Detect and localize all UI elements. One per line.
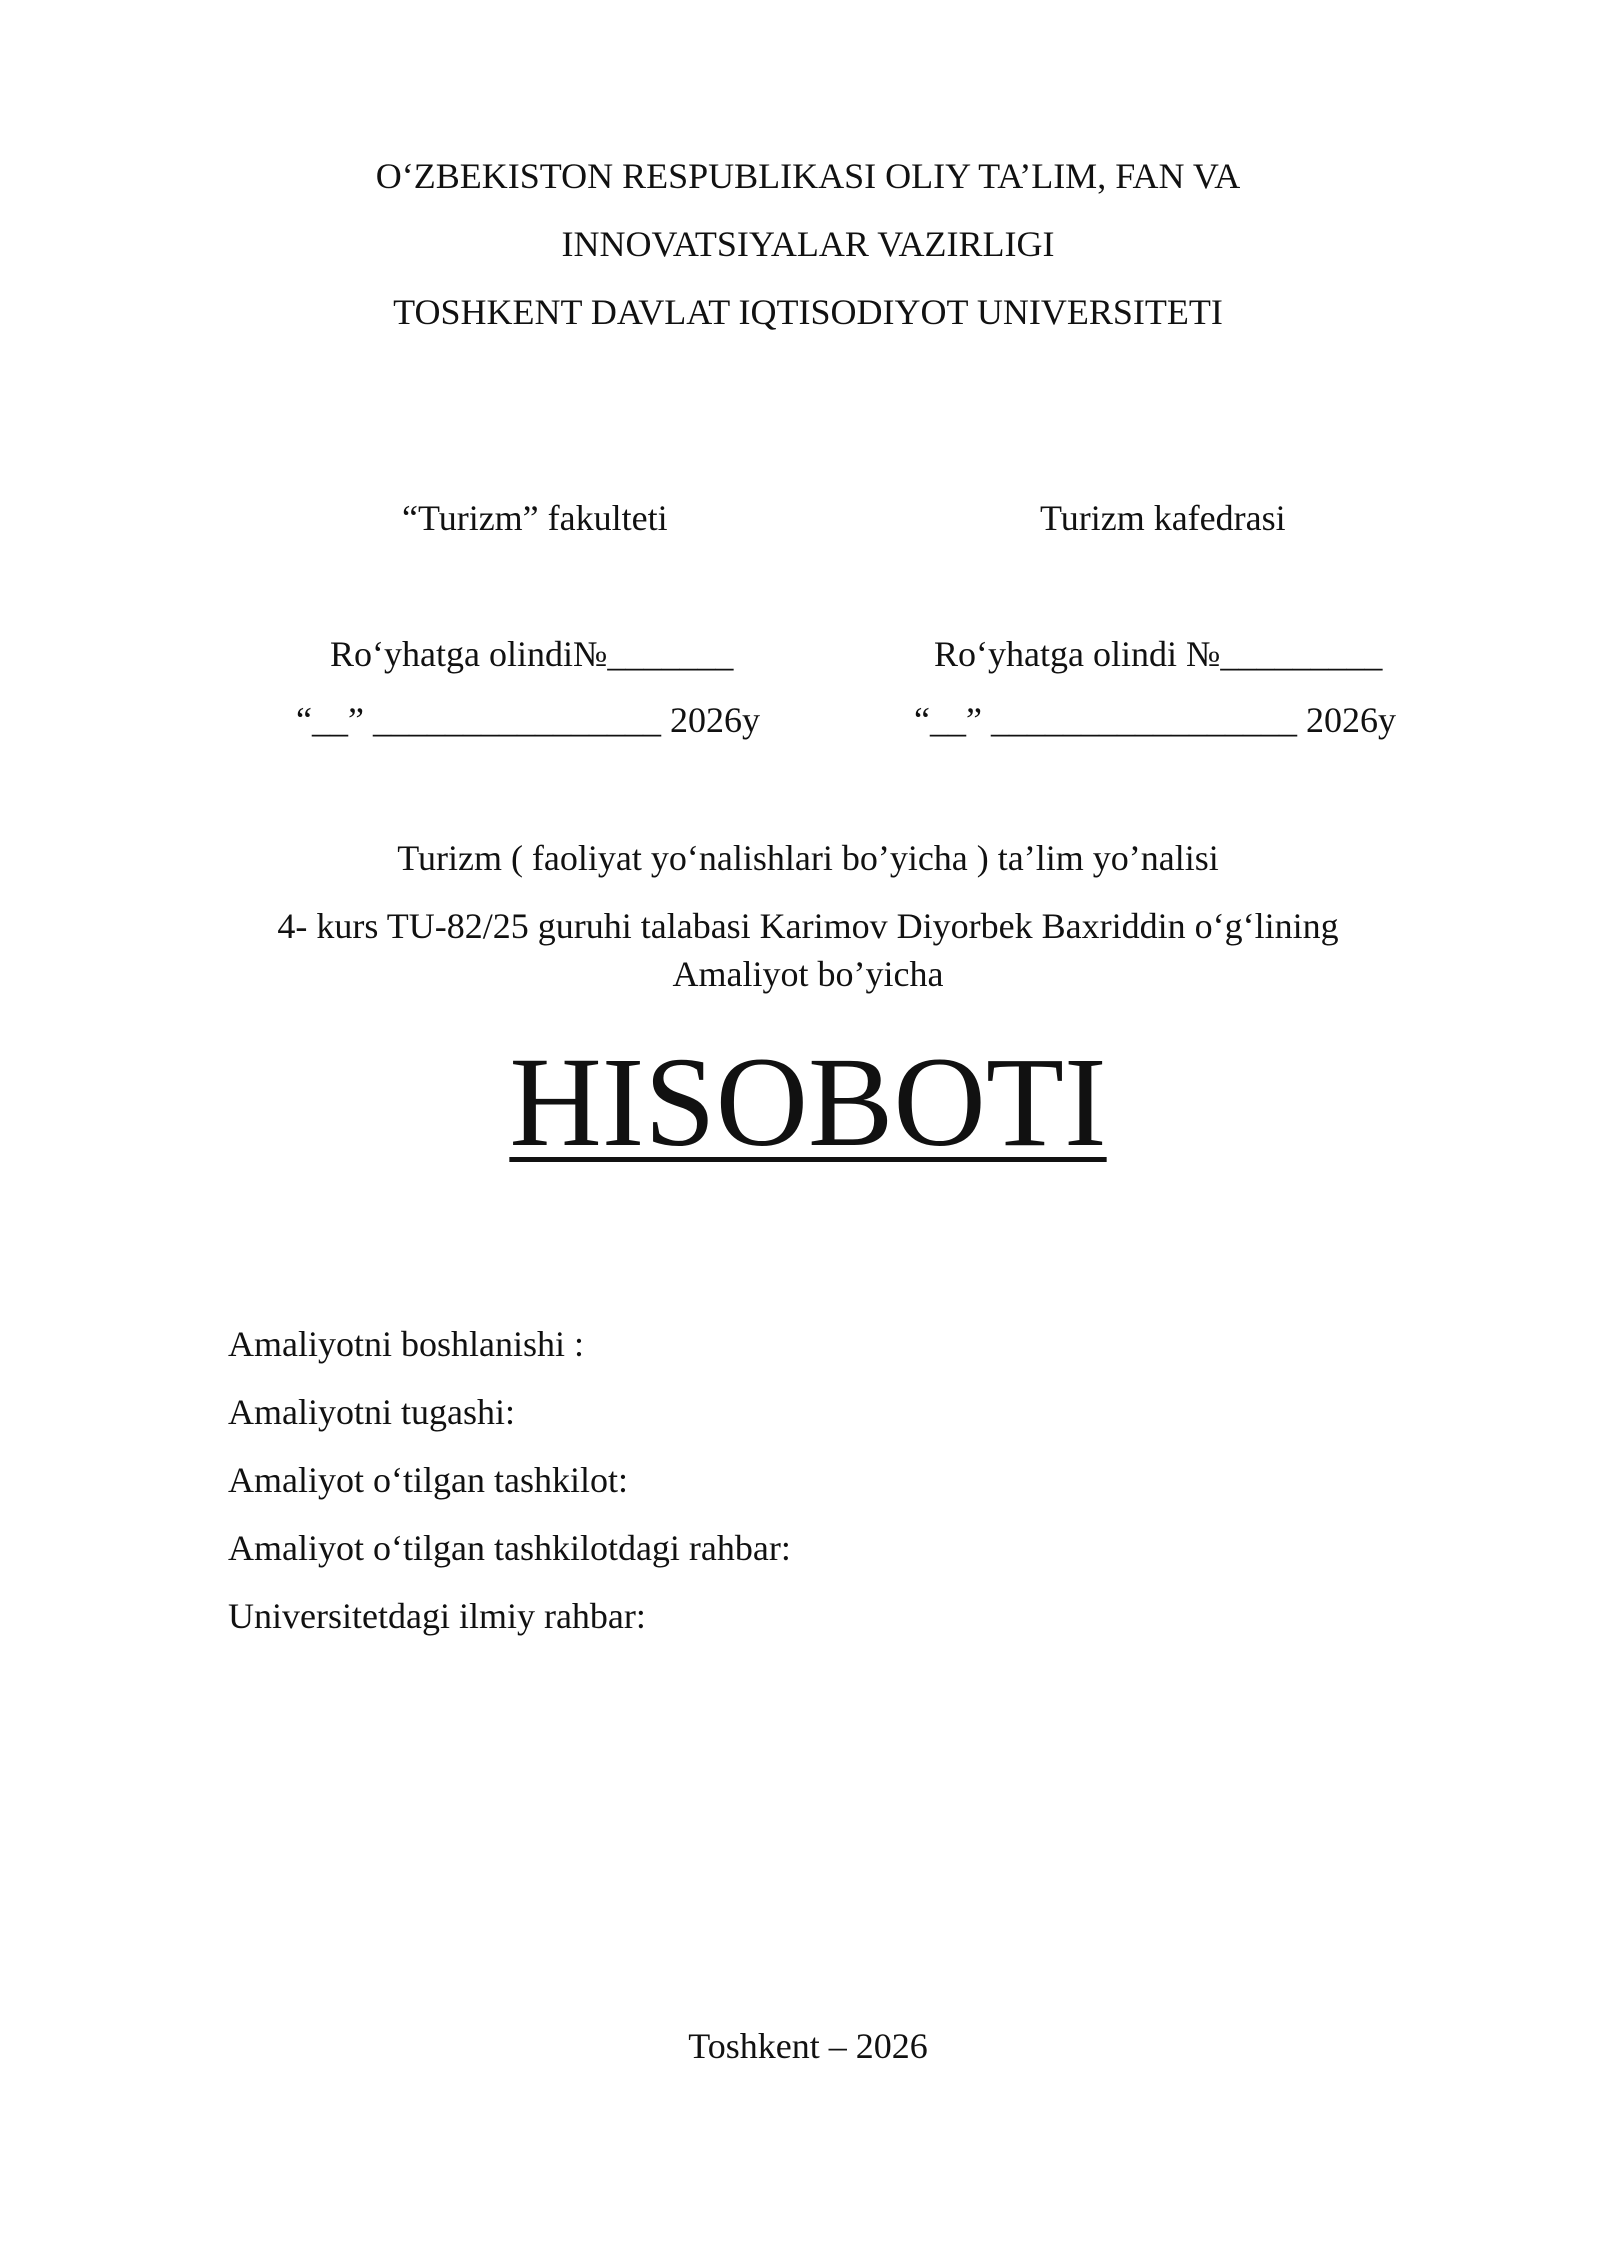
practice-end-label: Amaliyotni tugashi: (228, 1392, 515, 1432)
study-direction: Turizm ( faoliyat yo‘nalishlari bo’yicha ) ta’lim yo’nalisi (397, 838, 1219, 878)
university-name: TOSHKENT DAVLAT IQTISODIYOT UNIVERSITETI (393, 292, 1223, 332)
city-and-year: Toshkent – 2026 (688, 2026, 928, 2066)
ministry-name-line-1: O‘ZBEKISTON RESPUBLIKASI OLIY TA’LIM, FAN VA (375, 156, 1241, 196)
student-info: 4- kurs TU-82/25 guruhi talabasi Karimov Diyorbek Baxriddin o‘g‘lining (277, 906, 1339, 946)
registration-date-right: “__” _________________ 2026y (914, 700, 1396, 740)
report-title: HISOBOTI (509, 1031, 1107, 1173)
practice-start-label: Amaliyotni boshlanishi : (228, 1324, 584, 1364)
organization-supervisor-label: Amaliyot o‘tilgan tashkilotdagi rahbar: (228, 1528, 791, 1568)
practice-label: Amaliyot bo’yicha (672, 954, 944, 994)
ministry-name-line-2: INNOVATSIYALAR VAZIRLIGI (561, 224, 1055, 264)
registration-number-right: Ro‘yhatga olindi №_________ (934, 634, 1383, 674)
practice-organization-label: Amaliyot o‘tilgan tashkilot: (228, 1460, 628, 1500)
department-name: Turizm kafedrasi (1040, 498, 1286, 538)
registration-date-left: “__” ________________ 2026y (296, 700, 760, 740)
registration-number-left: Ro‘yhatga olindi№_______ (330, 634, 734, 674)
faculty-name: “Turizm” fakulteti (402, 498, 668, 538)
university-supervisor-label: Universitetdagi ilmiy rahbar: (228, 1596, 646, 1636)
